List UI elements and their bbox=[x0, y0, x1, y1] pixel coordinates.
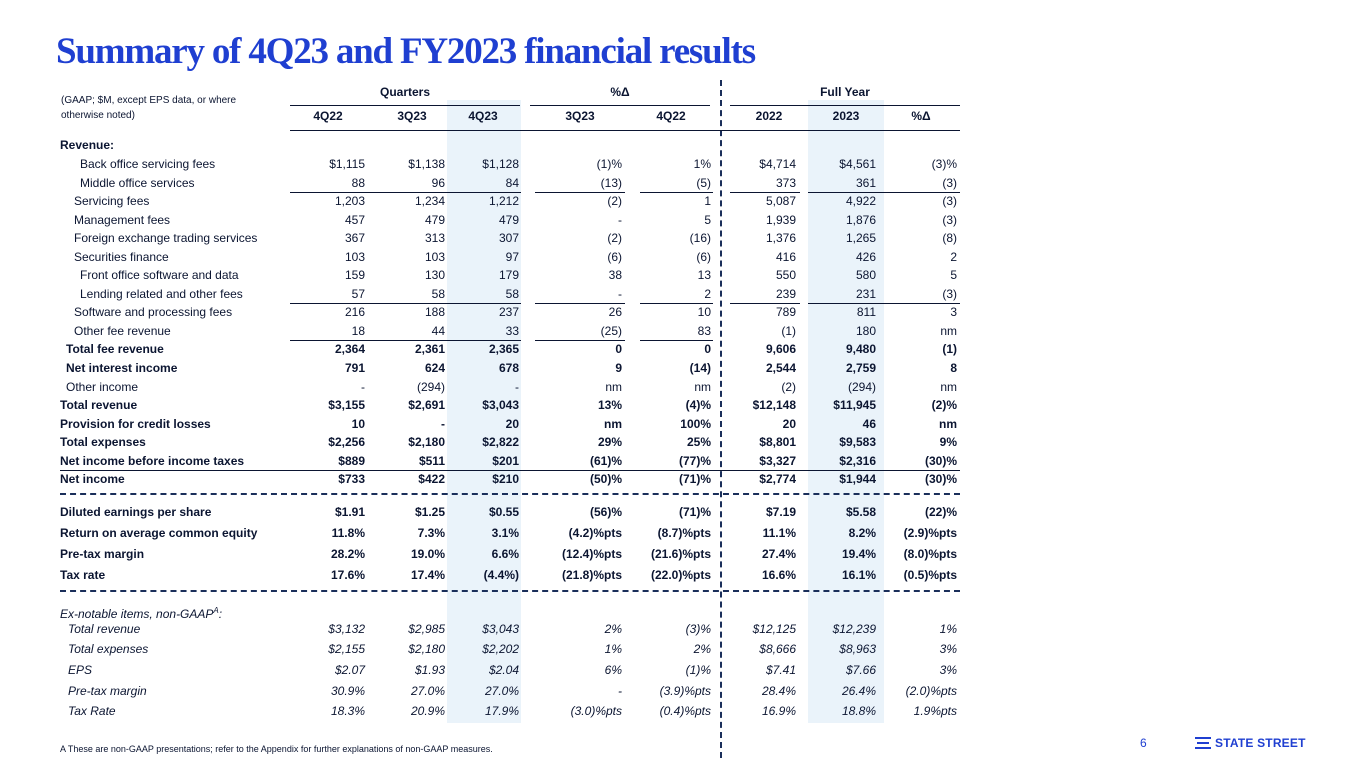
table-row bbox=[60, 155, 960, 173]
table-row bbox=[60, 396, 960, 414]
table-cell: (3) bbox=[942, 213, 957, 227]
column-header: %Δ bbox=[911, 109, 931, 123]
column-header: 3Q23 bbox=[397, 109, 427, 123]
table-cell: 180 bbox=[855, 324, 876, 338]
table-cell: 179 bbox=[498, 268, 519, 282]
table-cell: $12,239 bbox=[832, 622, 876, 636]
table-cell: 7.3% bbox=[417, 526, 445, 540]
table-cell: (8) bbox=[942, 231, 957, 245]
table-row bbox=[60, 211, 960, 229]
table-row bbox=[60, 503, 960, 521]
table-cell: 2,364 bbox=[334, 342, 365, 356]
table-cell: $1,128 bbox=[482, 157, 519, 171]
table-cell: 2,544 bbox=[765, 361, 796, 375]
table-cell: 479 bbox=[424, 213, 445, 227]
row-label: Foreign exchange trading services bbox=[74, 231, 258, 245]
table-cell: 307 bbox=[498, 231, 519, 245]
table-cell: (1)% bbox=[596, 157, 622, 171]
table-cell: 1,376 bbox=[765, 231, 796, 245]
table-cell: (4.2)%pts bbox=[568, 526, 622, 540]
table-cell: 811 bbox=[856, 305, 876, 319]
table-cell: nm bbox=[694, 380, 711, 394]
table-cell: $2.07 bbox=[334, 663, 365, 677]
table-cell: 83 bbox=[697, 324, 711, 338]
table-cell: 791 bbox=[344, 361, 365, 375]
table-cell: $3,155 bbox=[328, 398, 365, 412]
table-cell: (2.0)%pts bbox=[905, 684, 957, 698]
table-cell: $3,327 bbox=[759, 454, 796, 468]
table-cell: 6% bbox=[604, 663, 622, 677]
table-cell: 239 bbox=[775, 287, 796, 301]
table-cell: $12,148 bbox=[752, 398, 796, 412]
table-cell: 10 bbox=[351, 417, 365, 431]
row-label: Middle office services bbox=[80, 176, 195, 190]
table-cell: $422 bbox=[418, 472, 445, 486]
table-cell: (22)% bbox=[924, 505, 957, 519]
table-cell: 9% bbox=[939, 435, 957, 449]
table-cell: 237 bbox=[498, 305, 519, 319]
table-row bbox=[60, 702, 960, 720]
table-cell: 58 bbox=[431, 287, 445, 301]
row-label: Total revenue bbox=[68, 622, 141, 636]
table-cell: 1,876 bbox=[845, 213, 876, 227]
table-cell: 2 bbox=[950, 250, 957, 264]
row-label: Provision for credit losses bbox=[60, 417, 211, 431]
table-cell: 9,480 bbox=[845, 342, 876, 356]
table-cell: - bbox=[515, 380, 519, 394]
table-row bbox=[60, 620, 960, 638]
table-cell: (14) bbox=[689, 361, 711, 375]
table-cell: 103 bbox=[344, 250, 365, 264]
table-cell: (2) bbox=[607, 194, 622, 208]
table-cell: (4)% bbox=[685, 398, 711, 412]
table-cell: 27.0% bbox=[410, 684, 445, 698]
table-cell: (6) bbox=[607, 250, 622, 264]
table-row bbox=[60, 452, 960, 470]
table-cell: 580 bbox=[855, 268, 876, 282]
table-cell: (8.7)%pts bbox=[657, 526, 711, 540]
table-cell: 16.1% bbox=[841, 568, 876, 582]
table-cell: 46 bbox=[862, 417, 876, 431]
table-cell: (61)% bbox=[589, 454, 622, 468]
table-cell: (30)% bbox=[924, 472, 957, 486]
table-cell: 8.2% bbox=[848, 526, 876, 540]
table-cell: 426 bbox=[855, 250, 876, 264]
table-cell: $2,155 bbox=[328, 642, 365, 656]
table-cell: 16.6% bbox=[761, 568, 796, 582]
row-label: Revenue: bbox=[60, 138, 115, 152]
table-cell: $1.93 bbox=[414, 663, 445, 677]
table-row bbox=[60, 285, 960, 303]
table-cell: $2.04 bbox=[488, 663, 519, 677]
table-cell: (12.4)%pts bbox=[561, 547, 622, 561]
footnote-marker: A bbox=[213, 606, 219, 615]
table-cell: (5) bbox=[696, 176, 711, 190]
table-cell: (71)% bbox=[678, 505, 711, 519]
table-cell: $2,822 bbox=[482, 435, 519, 449]
table-cell: 26.4% bbox=[841, 684, 876, 698]
row-label: Net interest income bbox=[66, 361, 178, 375]
table-cell: (50)% bbox=[589, 472, 622, 486]
table-row bbox=[60, 303, 960, 321]
table-cell: - bbox=[618, 213, 622, 227]
table-cell: $7.19 bbox=[765, 505, 796, 519]
table-cell: 3 bbox=[950, 305, 957, 319]
table-cell: 26 bbox=[608, 305, 622, 319]
row-label: Lending related and other fees bbox=[80, 287, 243, 301]
table-cell: (56)% bbox=[589, 505, 622, 519]
table-cell: 2,361 bbox=[414, 342, 445, 356]
table-row bbox=[60, 322, 960, 340]
table-cell: $4,561 bbox=[839, 157, 876, 171]
table-cell: 5 bbox=[950, 268, 957, 282]
table-cell: 2,759 bbox=[845, 361, 876, 375]
table-cell: (294) bbox=[847, 380, 876, 394]
table-row bbox=[60, 266, 960, 284]
table-cell: 20 bbox=[505, 417, 519, 431]
table-cell: (2.9)%pts bbox=[903, 526, 957, 540]
table-row bbox=[60, 174, 960, 192]
table-cell: 416 bbox=[775, 250, 796, 264]
table-cell: 6.6% bbox=[491, 547, 519, 561]
table-cell: 361 bbox=[855, 176, 876, 190]
table-cell: 9 bbox=[615, 361, 622, 375]
table-cell: 19.0% bbox=[410, 547, 445, 561]
group-header-full-year: Full Year bbox=[820, 85, 870, 99]
column-header: 4Q23 bbox=[468, 109, 498, 123]
table-cell: - bbox=[361, 380, 365, 394]
table-cell: (6) bbox=[696, 250, 711, 264]
row-label: Total expenses bbox=[68, 642, 149, 656]
table-cell: (22.0)%pts bbox=[650, 568, 711, 582]
table-row bbox=[60, 661, 960, 679]
page-title: Summary of 4Q23 and FY2023 financial results bbox=[56, 31, 755, 72]
column-header: 3Q23 bbox=[565, 109, 595, 123]
table-row bbox=[60, 602, 960, 620]
table-cell: 13% bbox=[597, 398, 622, 412]
table-cell: 624 bbox=[424, 361, 445, 375]
table-cell: 17.6% bbox=[330, 568, 365, 582]
logo-text: STATE STREET bbox=[1215, 736, 1306, 750]
table-cell: (294) bbox=[416, 380, 445, 394]
row-label: Net income bbox=[60, 472, 125, 486]
table-cell: $7.66 bbox=[845, 663, 876, 677]
table-cell: 373 bbox=[775, 176, 796, 190]
table-cell: $5.58 bbox=[845, 505, 876, 519]
table-cell: 11.1% bbox=[762, 526, 796, 540]
table-cell: $7.41 bbox=[765, 663, 796, 677]
table-row bbox=[60, 378, 960, 396]
table-cell: 18.3% bbox=[330, 704, 365, 718]
table-cell: 28.4% bbox=[761, 684, 796, 698]
table-cell: $12,125 bbox=[752, 622, 796, 636]
row-label: Other fee revenue bbox=[74, 324, 171, 338]
table-cell: 58 bbox=[505, 287, 519, 301]
table-cell: 1,939 bbox=[765, 213, 796, 227]
table-cell: (2)% bbox=[931, 398, 957, 412]
table-cell: (16) bbox=[689, 231, 711, 245]
table-cell: (3)% bbox=[931, 157, 957, 171]
table-cell: nm bbox=[939, 417, 957, 431]
table-cell: 231 bbox=[855, 287, 876, 301]
table-cell: $1,115 bbox=[329, 157, 365, 171]
table-cell: 44 bbox=[431, 324, 445, 338]
table-cell: $1.25 bbox=[414, 505, 445, 519]
row-label: Pre-tax margin bbox=[68, 684, 147, 698]
table-cell: 28.2% bbox=[330, 547, 365, 561]
row-label: Return on average common equity bbox=[60, 526, 258, 540]
table-row bbox=[60, 359, 960, 377]
table-cell: 479 bbox=[498, 213, 519, 227]
table-row bbox=[60, 640, 960, 658]
table-cell: 457 bbox=[344, 213, 365, 227]
table-cell: 17.9% bbox=[484, 704, 519, 718]
table-cell: $2,202 bbox=[482, 642, 519, 656]
table-cell: $1,944 bbox=[839, 472, 876, 486]
table-cell: 678 bbox=[498, 361, 519, 375]
table-cell: 25% bbox=[686, 435, 711, 449]
section-divider bbox=[60, 590, 960, 592]
table-cell: 313 bbox=[424, 231, 445, 245]
row-label: EPS bbox=[68, 663, 93, 677]
table-cell: $1.91 bbox=[334, 505, 365, 519]
table-cell: (3) bbox=[942, 287, 957, 301]
table-cell: $2,256 bbox=[328, 435, 365, 449]
table-cell: 188 bbox=[424, 305, 445, 319]
table-cell: $1,138 bbox=[408, 157, 445, 171]
logo-mark-icon bbox=[1195, 736, 1211, 750]
table-cell: 130 bbox=[424, 268, 445, 282]
table-row bbox=[60, 415, 960, 433]
table-cell: $0.55 bbox=[488, 505, 519, 519]
table-row bbox=[60, 470, 960, 488]
table-cell: nm bbox=[940, 380, 957, 394]
table-cell: (30)% bbox=[924, 454, 957, 468]
table-cell: (21.6)%pts bbox=[650, 547, 711, 561]
table-cell: 10 bbox=[697, 305, 711, 319]
row-label: Pre-tax margin bbox=[60, 547, 145, 561]
table-cell: (21.8)%pts bbox=[561, 568, 622, 582]
table-cell: 3.1% bbox=[491, 526, 519, 540]
table-cell: (2) bbox=[781, 380, 796, 394]
table-row bbox=[60, 433, 960, 451]
column-header: 4Q22 bbox=[313, 109, 343, 123]
table-cell: $11,945 bbox=[833, 398, 876, 412]
table-cell: 27.0% bbox=[484, 684, 519, 698]
table-cell: 1% bbox=[693, 157, 711, 171]
table-cell: 1 bbox=[704, 194, 711, 208]
table-cell: 1,265 bbox=[845, 231, 876, 245]
table-cell: (8.0)%pts bbox=[903, 547, 957, 561]
table-cell: 1,234 bbox=[414, 194, 445, 208]
page-number: 6 bbox=[1140, 736, 1147, 750]
table-cell: 0 bbox=[615, 342, 622, 356]
group-underline bbox=[290, 105, 520, 106]
table-cell: 84 bbox=[505, 176, 519, 190]
table-row bbox=[60, 248, 960, 266]
table-cell: 88 bbox=[351, 176, 365, 190]
table-cell: (3) bbox=[942, 176, 957, 190]
table-row bbox=[60, 340, 960, 358]
table-cell: 367 bbox=[344, 231, 365, 245]
table-cell: (3) bbox=[942, 194, 957, 208]
table-cell: 1% bbox=[604, 642, 622, 656]
row-label: Securities finance bbox=[74, 250, 169, 264]
table-cell: 20 bbox=[782, 417, 796, 431]
table-cell: (1)% bbox=[685, 663, 711, 677]
table-cell: 11.8% bbox=[331, 526, 365, 540]
table-cell: nm bbox=[940, 324, 957, 338]
table-row bbox=[60, 229, 960, 247]
row-label: Servicing fees bbox=[74, 194, 150, 208]
group-underline bbox=[730, 105, 960, 106]
header-underline bbox=[290, 130, 960, 131]
table-cell: 97 bbox=[505, 250, 519, 264]
table-cell: (1) bbox=[942, 342, 957, 356]
table-row bbox=[60, 682, 960, 700]
table-cell: 29% bbox=[597, 435, 622, 449]
column-header: 2022 bbox=[755, 109, 783, 123]
table-cell: 19.4% bbox=[841, 547, 876, 561]
row-label: Tax rate bbox=[60, 568, 106, 582]
table-cell: $210 bbox=[492, 472, 519, 486]
table-cell: $889 bbox=[338, 454, 365, 468]
row-label: Front office software and data bbox=[80, 268, 239, 282]
table-cell: $4,714 bbox=[759, 157, 796, 171]
table-cell: 18 bbox=[351, 324, 365, 338]
section-divider bbox=[60, 493, 960, 495]
table-cell: 103 bbox=[424, 250, 445, 264]
table-row bbox=[60, 566, 960, 584]
table-cell: 2 bbox=[704, 287, 711, 301]
table-cell: 1,203 bbox=[334, 194, 365, 208]
table-cell: 9,606 bbox=[765, 342, 796, 356]
row-label: Back office servicing fees bbox=[80, 157, 216, 171]
table-cell: 3% bbox=[939, 663, 957, 677]
table-cell: 3% bbox=[939, 642, 957, 656]
table-cell: 100% bbox=[680, 417, 711, 431]
table-cell: $2,316 bbox=[839, 454, 876, 468]
table-cell: (3.9)%pts bbox=[659, 684, 711, 698]
group-header-pct-change: %Δ bbox=[610, 85, 630, 99]
table-cell: nm bbox=[605, 380, 622, 394]
table-cell: 30.9% bbox=[330, 684, 365, 698]
table-cell: - bbox=[441, 417, 445, 431]
column-header: 2023 bbox=[832, 109, 860, 123]
row-label: Net income before income taxes bbox=[60, 454, 245, 468]
table-cell: $2,774 bbox=[759, 472, 796, 486]
group-header-quarters: Quarters bbox=[379, 85, 431, 99]
table-cell: 0 bbox=[704, 342, 711, 356]
table-cell: (71)% bbox=[678, 472, 711, 486]
table-cell: 96 bbox=[431, 176, 445, 190]
table-cell: $3,132 bbox=[328, 622, 365, 636]
table-cell: 38 bbox=[608, 268, 622, 282]
table-note: (GAAP; $M, except EPS data, or where otherwise noted) bbox=[61, 95, 237, 121]
table-row bbox=[60, 545, 960, 563]
table-cell: 1,212 bbox=[488, 194, 519, 208]
table-cell: (1) bbox=[781, 324, 796, 338]
table-cell: $3,043 bbox=[482, 622, 519, 636]
row-label: Software and processing fees bbox=[74, 305, 233, 319]
table-cell: 216 bbox=[344, 305, 365, 319]
table-cell: (3.0)%pts bbox=[570, 704, 622, 718]
table-cell: $511 bbox=[418, 454, 445, 468]
table-row bbox=[60, 192, 960, 210]
table-cell: $733 bbox=[338, 472, 365, 486]
table-cell: 4,922 bbox=[845, 194, 876, 208]
table-cell: 2% bbox=[693, 642, 711, 656]
table-cell: 550 bbox=[775, 268, 796, 282]
row-label: Diluted earnings per share bbox=[60, 505, 212, 519]
table-cell: (77)% bbox=[678, 454, 711, 468]
table-cell: 20.9% bbox=[410, 704, 445, 718]
table-cell: 13 bbox=[697, 268, 711, 282]
table-cell: $2,691 bbox=[408, 398, 445, 412]
row-label: Total fee revenue bbox=[66, 342, 164, 356]
table-cell: $8,666 bbox=[759, 642, 796, 656]
table-cell: 159 bbox=[344, 268, 365, 282]
table-cell: 27.4% bbox=[761, 547, 796, 561]
row-label: Total revenue bbox=[60, 398, 138, 412]
row-label: Management fees bbox=[74, 213, 171, 227]
group-underline bbox=[530, 105, 710, 106]
table-cell: $2,985 bbox=[408, 622, 445, 636]
row-label: Total expenses bbox=[60, 435, 146, 449]
state-street-logo bbox=[1195, 735, 1306, 751]
table-cell: (13) bbox=[600, 176, 622, 190]
table-cell: 18.8% bbox=[841, 704, 876, 718]
table-cell: nm bbox=[604, 417, 622, 431]
table-cell: 2% bbox=[604, 622, 622, 636]
table-cell: (0.5)%pts bbox=[903, 568, 957, 582]
table-cell: (4.4%) bbox=[483, 568, 519, 582]
row-label: Other income bbox=[66, 380, 139, 394]
table-cell: 57 bbox=[351, 287, 365, 301]
table-cell: 5,087 bbox=[765, 194, 796, 208]
table-cell: 33 bbox=[505, 324, 519, 338]
table-cell: (3)% bbox=[685, 622, 711, 636]
table-cell: 789 bbox=[775, 305, 796, 319]
table-cell: 8 bbox=[950, 361, 957, 375]
table-cell: 17.4% bbox=[410, 568, 445, 582]
footnote: A These are non-GAAP presentations; refer to the Appendix for further explanations of non-GAAP measures. bbox=[60, 744, 493, 754]
row-label: Tax Rate bbox=[68, 704, 116, 718]
table-cell: $2,180 bbox=[408, 642, 445, 656]
column-header: 4Q22 bbox=[656, 109, 686, 123]
table-cell: - bbox=[618, 684, 622, 698]
table-cell: 2,365 bbox=[488, 342, 519, 356]
table-cell: $8,801 bbox=[759, 435, 796, 449]
row-label: Ex-notable items, non-$GAAP^A$: bbox=[60, 606, 223, 621]
table-cell: $8,963 bbox=[839, 642, 876, 656]
table-cell: 16.9% bbox=[761, 704, 796, 718]
table-cell: 1.9%pts bbox=[913, 704, 957, 718]
table-row bbox=[60, 524, 960, 542]
table-cell: $3,043 bbox=[482, 398, 519, 412]
table-cell: 5 bbox=[704, 213, 711, 227]
table-cell: $2,180 bbox=[408, 435, 445, 449]
table-cell: 1% bbox=[939, 622, 957, 636]
table-cell: (0.4)%pts bbox=[659, 704, 711, 718]
table-cell: (2) bbox=[607, 231, 622, 245]
table-cell: (25) bbox=[600, 324, 622, 338]
table-row bbox=[60, 136, 960, 154]
table-cell: - bbox=[618, 287, 622, 301]
table-cell: $201 bbox=[492, 454, 519, 468]
table-cell: $9,583 bbox=[839, 435, 876, 449]
